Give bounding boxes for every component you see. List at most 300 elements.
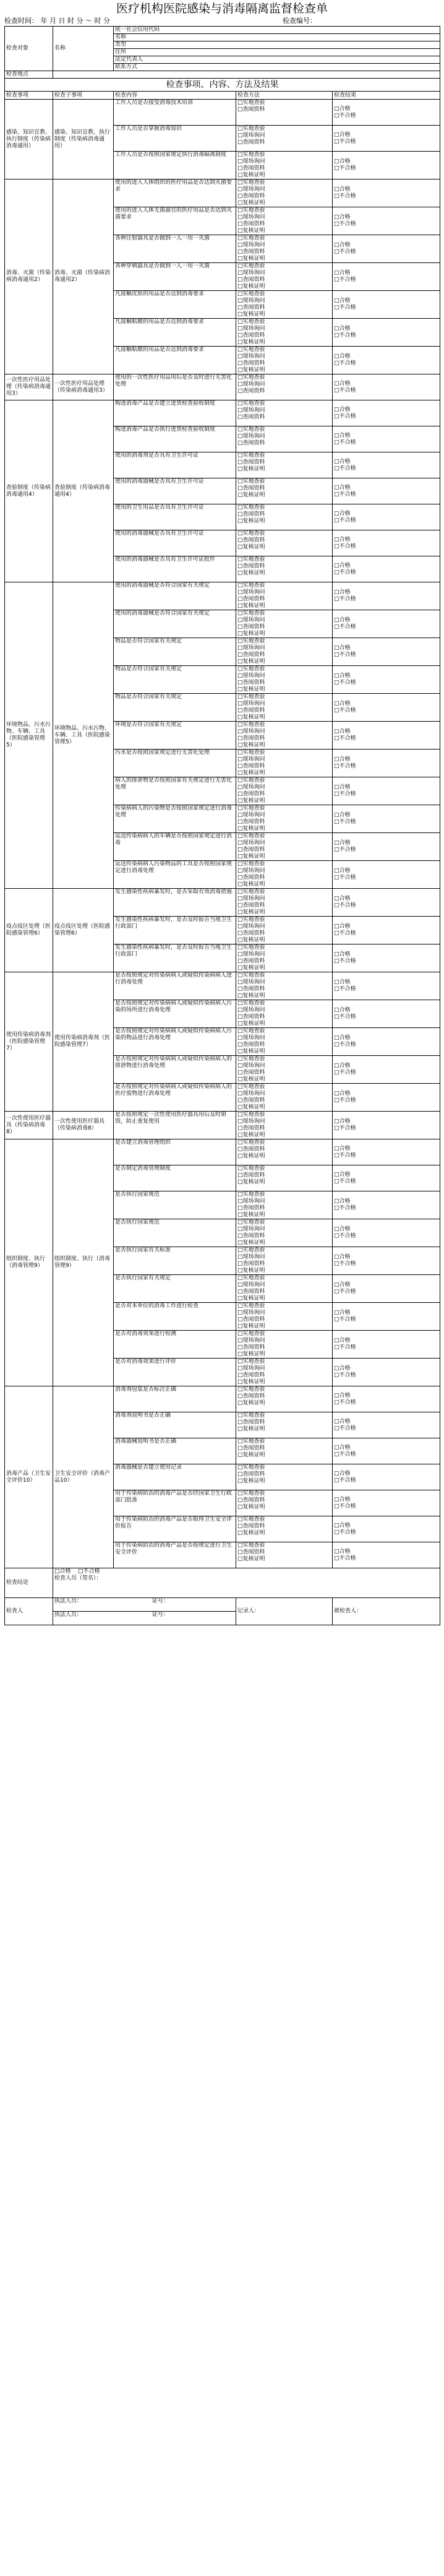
result-pass-checkbox[interactable]: □合格 — [334, 1198, 351, 1204]
result-fail-checkbox[interactable]: □不合格 — [334, 1529, 356, 1536]
result-pass-checkbox[interactable]: □合格 — [334, 840, 351, 846]
method-option[interactable]: □实地查验 — [237, 400, 265, 407]
method-option[interactable]: □实地查验 — [237, 1490, 265, 1497]
method-option[interactable]: □复核证明 — [237, 1179, 265, 1185]
method-option[interactable]: □查阅资料 — [237, 791, 265, 797]
result-fail-checkbox[interactable]: □不合格 — [334, 1316, 356, 1323]
result-fail-checkbox[interactable]: □不合格 — [334, 138, 356, 145]
method-option[interactable]: □实地查验 — [237, 972, 265, 979]
method-option[interactable]: □实地查验 — [237, 1139, 265, 1146]
method-option[interactable]: □现场询问 — [237, 298, 265, 304]
method-option[interactable]: □复核证明 — [237, 603, 265, 609]
method-option[interactable]: □复核证明 — [237, 570, 265, 576]
method-option[interactable]: □现场询问 — [237, 951, 265, 957]
result-pass-checkbox[interactable]: □合格 — [334, 432, 351, 439]
method-option[interactable]: □实地查验 — [237, 478, 265, 485]
method-option[interactable]: □实地查验 — [237, 1412, 265, 1419]
method-option[interactable]: □查阅资料 — [237, 1014, 265, 1020]
result-pass-checkbox[interactable]: □合格 — [334, 131, 351, 138]
result-pass-checkbox[interactable]: □合格 — [334, 562, 351, 569]
method-option[interactable]: □复核证明 — [237, 466, 265, 472]
method-option[interactable]: □查阅资料 — [237, 193, 265, 199]
result-pass-checkbox[interactable]: □合格 — [334, 673, 351, 679]
method-option[interactable]: □现场询问 — [237, 840, 265, 846]
method-option[interactable]: □实地查验 — [237, 1275, 265, 1281]
result-fail-checkbox[interactable]: □不合格 — [334, 1014, 356, 1020]
method-option[interactable]: □复核证明 — [237, 659, 265, 665]
result-pass-checkbox[interactable]: □合格 — [334, 105, 351, 112]
method-option[interactable]: □查阅资料 — [237, 1445, 265, 1451]
result-fail-checkbox[interactable]: □不合格 — [334, 1070, 356, 1076]
method-option[interactable]: □现场询问 — [237, 1365, 265, 1372]
result-fail-checkbox[interactable]: □不合格 — [334, 902, 356, 909]
method-option[interactable]: □复核证明 — [237, 1400, 265, 1406]
result-fail-checkbox[interactable]: □不合格 — [334, 221, 356, 227]
method-option[interactable]: □查阅资料 — [237, 1205, 265, 1211]
method-option[interactable]: □复核证明 — [237, 172, 265, 178]
result-pass-checkbox[interactable]: □合格 — [334, 380, 351, 387]
method-option[interactable]: □现场询问 — [237, 132, 265, 139]
method-option[interactable]: □实地查验 — [237, 582, 265, 589]
method-option[interactable]: □实地查验 — [237, 291, 265, 297]
method-option[interactable]: □实地查验 — [237, 374, 265, 381]
method-option[interactable]: □实地查验 — [237, 100, 265, 106]
result-pass-checkbox[interactable]: □合格 — [334, 458, 351, 465]
method-option[interactable]: □查阅资料 — [237, 1523, 265, 1529]
method-option[interactable]: □查阅资料 — [237, 902, 265, 909]
method-option[interactable]: □查阅资料 — [237, 680, 265, 686]
method-option[interactable]: □实地查验 — [237, 861, 265, 867]
method-option[interactable]: □复核证明 — [237, 1268, 265, 1274]
method-option[interactable]: □查阅资料 — [237, 1393, 265, 1399]
result-fail-checkbox[interactable]: □不合格 — [334, 1233, 356, 1239]
method-option[interactable]: □现场询问 — [237, 1118, 265, 1125]
method-option[interactable]: □现场询问 — [237, 617, 265, 623]
method-option[interactable]: □现场询问 — [237, 645, 265, 651]
method-option[interactable]: □查阅资料 — [237, 847, 265, 853]
result-fail-checkbox[interactable]: □不合格 — [334, 413, 356, 420]
method-option[interactable]: □查阅资料 — [237, 1233, 265, 1239]
method-option[interactable]: □实地查验 — [237, 1542, 265, 1549]
result-fail-checkbox[interactable]: □不合格 — [334, 1372, 356, 1378]
method-option[interactable]: □查阅资料 — [237, 1497, 265, 1503]
result-pass-checkbox[interactable]: □合格 — [334, 1035, 351, 1041]
method-option[interactable]: □查阅资料 — [237, 537, 265, 543]
result-pass-checkbox[interactable]: □合格 — [334, 353, 351, 360]
result-fail-checkbox[interactable]: □不合格 — [334, 847, 356, 853]
result-fail-checkbox[interactable]: □不合格 — [334, 112, 356, 119]
result-fail-checkbox[interactable]: □不合格 — [334, 1503, 356, 1510]
result-fail-checkbox[interactable]: □不合格 — [334, 791, 356, 797]
method-option[interactable]: □查阅资料 — [237, 819, 265, 825]
method-option[interactable]: □实地查验 — [237, 347, 265, 353]
method-option[interactable]: □实地查验 — [237, 944, 265, 951]
result-fail-checkbox[interactable]: □不合格 — [334, 569, 356, 576]
result-pass-checkbox[interactable]: □合格 — [334, 645, 351, 651]
method-option[interactable]: □现场询问 — [237, 784, 265, 790]
result-fail-checkbox[interactable]: □不合格 — [334, 439, 356, 446]
method-option[interactable]: □查阅资料 — [237, 1316, 265, 1323]
result-pass-checkbox[interactable]: □合格 — [334, 1365, 351, 1372]
method-option[interactable]: □实地查验 — [237, 1464, 265, 1471]
result-pass-checkbox[interactable]: □合格 — [334, 1091, 351, 1097]
method-option[interactable]: □实地查验 — [237, 452, 265, 459]
method-option[interactable]: □实地查验 — [237, 1516, 265, 1523]
method-option[interactable]: □现场询问 — [237, 353, 265, 360]
method-option[interactable]: □查阅资料 — [237, 165, 265, 171]
method-option[interactable]: □实地查验 — [237, 556, 265, 563]
method-option[interactable]: □实地查验 — [237, 152, 265, 158]
method-option[interactable]: □现场询问 — [237, 979, 265, 985]
result-pass-checkbox[interactable]: □合格 — [334, 484, 351, 491]
result-fail-checkbox[interactable]: □不合格 — [334, 652, 356, 658]
result-pass-checkbox[interactable]: □合格 — [334, 1007, 351, 1013]
method-option[interactable]: □复核证明 — [237, 1295, 265, 1302]
result-pass-checkbox[interactable]: □合格 — [334, 1548, 351, 1555]
method-option[interactable]: □实地查验 — [237, 889, 265, 895]
method-option[interactable]: □实地查验 — [237, 126, 265, 132]
result-fail-checkbox[interactable]: □不合格 — [334, 1451, 356, 1458]
result-pass-checkbox[interactable]: □合格 — [334, 1418, 351, 1425]
result-fail-checkbox[interactable]: □不合格 — [334, 1097, 356, 1104]
method-option[interactable]: □复核证明 — [237, 1104, 265, 1110]
result-fail-checkbox[interactable]: □不合格 — [334, 680, 356, 686]
method-option[interactable]: □查阅资料 — [237, 1070, 265, 1076]
method-option[interactable]: □复核证明 — [237, 1021, 265, 1027]
result-fail-checkbox[interactable]: □不合格 — [334, 332, 356, 339]
method-option[interactable]: □查阅资料 — [237, 388, 265, 394]
result-pass-checkbox[interactable]: □合格 — [334, 1392, 351, 1399]
method-option[interactable]: □查阅资料 — [237, 221, 265, 227]
result-pass-checkbox[interactable]: □合格 — [334, 1496, 351, 1503]
method-option[interactable]: □复核证明 — [237, 1426, 265, 1432]
method-option[interactable]: □现场询问 — [237, 214, 265, 220]
method-option[interactable]: □实地查验 — [237, 1359, 265, 1365]
method-option[interactable]: □复核证明 — [237, 1556, 265, 1562]
result-pass-checkbox[interactable]: □合格 — [334, 617, 351, 623]
result-pass-checkbox[interactable]: □合格 — [334, 242, 351, 248]
method-option[interactable]: □查阅资料 — [237, 986, 265, 992]
result-fail-checkbox[interactable]: □不合格 — [334, 763, 356, 769]
result-pass-checkbox[interactable]: □合格 — [334, 1145, 351, 1152]
conclusion-fail-checkbox[interactable]: □不合格 — [77, 1568, 100, 1575]
method-option[interactable]: □查阅资料 — [237, 485, 265, 491]
method-option[interactable]: □现场询问 — [237, 728, 265, 735]
method-option[interactable]: □实地查验 — [237, 610, 265, 616]
method-option[interactable]: □查阅资料 — [237, 277, 265, 283]
result-fail-checkbox[interactable]: □不合格 — [334, 465, 356, 472]
method-option[interactable]: □复核证明 — [237, 1132, 265, 1138]
method-option[interactable]: □实地查验 — [237, 530, 265, 537]
method-option[interactable]: □复核证明 — [237, 256, 265, 262]
method-option[interactable]: □复核证明 — [237, 1153, 265, 1159]
method-option[interactable]: □查阅资料 — [237, 1125, 265, 1131]
result-fail-checkbox[interactable]: □不合格 — [334, 624, 356, 630]
result-pass-checkbox[interactable]: □合格 — [334, 186, 351, 192]
result-fail-checkbox[interactable]: □不合格 — [334, 1555, 356, 1562]
method-option[interactable]: □现场询问 — [237, 868, 265, 874]
method-option[interactable]: □复核证明 — [237, 1240, 265, 1246]
method-option[interactable]: □实地查验 — [237, 319, 265, 325]
method-option[interactable]: □实地查验 — [237, 1028, 265, 1034]
method-option[interactable]: □复核证明 — [237, 714, 265, 720]
method-option[interactable]: □复核证明 — [237, 200, 265, 206]
method-option[interactable]: □复核证明 — [237, 492, 265, 498]
method-option[interactable]: □查阅资料 — [237, 414, 265, 420]
method-option[interactable]: □查阅资料 — [237, 563, 265, 569]
method-option[interactable]: □查阅资料 — [237, 624, 265, 630]
result-pass-checkbox[interactable]: □合格 — [334, 406, 351, 413]
method-option[interactable]: □查阅资料 — [237, 596, 265, 602]
method-option[interactable]: □查阅资料 — [237, 1042, 265, 1048]
method-option[interactable]: □复核证明 — [237, 311, 265, 318]
method-option[interactable]: □复核证明 — [237, 881, 265, 888]
method-option[interactable]: □复核证明 — [237, 283, 265, 290]
method-option[interactable]: □查阅资料 — [237, 1344, 265, 1351]
method-option[interactable]: □复核证明 — [237, 909, 265, 915]
conclusion-pass-checkbox[interactable]: □合格 — [54, 1568, 71, 1575]
result-pass-checkbox[interactable]: □合格 — [334, 1282, 351, 1288]
result-fail-checkbox[interactable]: □不合格 — [334, 819, 356, 825]
method-option[interactable]: □实地查验 — [237, 1191, 265, 1198]
result-pass-checkbox[interactable]: □合格 — [334, 896, 351, 902]
method-option[interactable]: □实地查验 — [237, 179, 265, 186]
method-option[interactable]: □复核证明 — [237, 544, 265, 550]
method-option[interactable]: □实地查验 — [237, 1438, 265, 1445]
method-option[interactable]: □查阅资料 — [237, 511, 265, 517]
method-option[interactable]: □复核证明 — [237, 826, 265, 832]
method-option[interactable]: □查阅资料 — [237, 1097, 265, 1104]
result-fail-checkbox[interactable]: □不合格 — [334, 930, 356, 936]
method-option[interactable]: □现场询问 — [237, 673, 265, 679]
method-option[interactable]: □现场询问 — [237, 1254, 265, 1260]
method-option[interactable]: □现场询问 — [237, 1035, 265, 1041]
result-pass-checkbox[interactable]: □合格 — [334, 979, 351, 985]
method-option[interactable]: □查阅资料 — [237, 707, 265, 714]
result-pass-checkbox[interactable]: □合格 — [334, 868, 351, 874]
method-option[interactable]: □实地查验 — [237, 1084, 265, 1090]
method-option[interactable]: □现场询问 — [237, 242, 265, 248]
method-option[interactable]: □复核证明 — [237, 742, 265, 748]
method-option[interactable]: □复核证明 — [237, 965, 265, 971]
method-option[interactable]: □实地查验 — [237, 833, 265, 839]
result-fail-checkbox[interactable]: □不合格 — [334, 491, 356, 498]
method-option[interactable]: □查阅资料 — [237, 360, 265, 366]
method-option[interactable]: □查阅资料 — [237, 1261, 265, 1267]
result-fail-checkbox[interactable]: □不合格 — [334, 1399, 356, 1406]
method-option[interactable]: □复核证明 — [237, 631, 265, 637]
result-pass-checkbox[interactable]: □合格 — [334, 701, 351, 707]
method-option[interactable]: □实地查验 — [237, 917, 265, 923]
method-option[interactable]: □实地查验 — [237, 1165, 265, 1172]
result-fail-checkbox[interactable]: □不合格 — [334, 1477, 356, 1484]
method-option[interactable]: □现场询问 — [237, 896, 265, 902]
method-option[interactable]: □实地查验 — [237, 1112, 265, 1118]
method-option[interactable]: □实地查验 — [237, 666, 265, 672]
method-option[interactable]: □复核证明 — [237, 228, 265, 234]
result-fail-checkbox[interactable]: □不合格 — [334, 1425, 356, 1432]
method-option[interactable]: □查阅资料 — [237, 652, 265, 658]
method-option[interactable]: □实地查验 — [237, 722, 265, 728]
method-option[interactable]: □复核证明 — [237, 937, 265, 943]
result-pass-checkbox[interactable]: □合格 — [334, 1470, 351, 1477]
method-option[interactable]: □查阅资料 — [237, 875, 265, 881]
method-option[interactable]: □现场询问 — [237, 756, 265, 763]
result-fail-checkbox[interactable]: □不合格 — [334, 1205, 356, 1211]
method-option[interactable]: □查阅资料 — [237, 1372, 265, 1378]
method-option[interactable]: □复核证明 — [237, 1504, 265, 1510]
method-option[interactable]: □实地查验 — [237, 504, 265, 511]
result-fail-checkbox[interactable]: □不合格 — [334, 165, 356, 171]
method-option[interactable]: □复核证明 — [237, 1048, 265, 1055]
result-fail-checkbox[interactable]: □不合格 — [334, 1178, 356, 1185]
method-option[interactable]: □实地查验 — [237, 1386, 265, 1393]
result-fail-checkbox[interactable]: □不合格 — [334, 875, 356, 881]
result-fail-checkbox[interactable]: □不合格 — [334, 735, 356, 741]
method-option[interactable]: □现场询问 — [237, 1226, 265, 1232]
method-option[interactable]: □现场询问 — [237, 1007, 265, 1013]
method-option[interactable]: □实地查验 — [237, 1303, 265, 1309]
method-option[interactable]: □查阅资料 — [237, 459, 265, 465]
result-fail-checkbox[interactable]: □不合格 — [334, 249, 356, 255]
result-fail-checkbox[interactable]: □不合格 — [334, 596, 356, 602]
method-option[interactable]: □实地查验 — [237, 1000, 265, 1006]
method-option[interactable]: □实地查验 — [237, 750, 265, 756]
result-pass-checkbox[interactable]: □合格 — [334, 756, 351, 763]
method-option[interactable]: □复核证明 — [237, 1076, 265, 1083]
method-option[interactable]: □查阅资料 — [237, 958, 265, 964]
method-option[interactable]: □复核证明 — [237, 367, 265, 373]
method-option[interactable]: □复核证明 — [237, 854, 265, 860]
method-option[interactable]: □复核证明 — [237, 1379, 265, 1385]
method-option[interactable]: □实地查验 — [237, 1247, 265, 1253]
result-pass-checkbox[interactable]: □合格 — [334, 326, 351, 332]
result-fail-checkbox[interactable]: □不合格 — [334, 1261, 356, 1267]
result-pass-checkbox[interactable]: □合格 — [334, 214, 351, 220]
method-option[interactable]: □现场询问 — [237, 407, 265, 413]
method-option[interactable]: □复核证明 — [237, 339, 265, 345]
result-pass-checkbox[interactable]: □合格 — [334, 1118, 351, 1125]
result-fail-checkbox[interactable]: □不合格 — [334, 986, 356, 992]
method-option[interactable]: □查阅资料 — [237, 305, 265, 311]
method-option[interactable]: □复核证明 — [237, 993, 265, 999]
result-pass-checkbox[interactable]: □合格 — [334, 298, 351, 304]
method-option[interactable]: □查阅资料 — [237, 930, 265, 936]
result-pass-checkbox[interactable]: □合格 — [334, 1226, 351, 1232]
result-pass-checkbox[interactable]: □合格 — [334, 923, 351, 930]
method-option[interactable]: □复核证明 — [237, 1452, 265, 1458]
method-option[interactable]: □实地查验 — [237, 1219, 265, 1225]
method-option[interactable]: □复核证明 — [237, 1212, 265, 1218]
method-option[interactable]: □查阅资料 — [237, 139, 265, 145]
result-pass-checkbox[interactable]: □合格 — [334, 1310, 351, 1316]
result-pass-checkbox[interactable]: □合格 — [334, 270, 351, 276]
method-option[interactable]: □现场询问 — [237, 1282, 265, 1288]
result-fail-checkbox[interactable]: □不合格 — [334, 193, 356, 199]
method-option[interactable]: □复核证明 — [237, 1478, 265, 1484]
method-option[interactable]: □查阅资料 — [237, 735, 265, 741]
result-pass-checkbox[interactable]: □合格 — [334, 951, 351, 957]
result-fail-checkbox[interactable]: □不合格 — [334, 958, 356, 964]
method-option[interactable]: □实地查验 — [237, 207, 265, 214]
result-pass-checkbox[interactable]: □合格 — [334, 1338, 351, 1344]
method-option[interactable]: □复核证明 — [237, 1351, 265, 1357]
method-option[interactable]: □查阅资料 — [237, 763, 265, 769]
result-fail-checkbox[interactable]: □不合格 — [334, 1152, 356, 1159]
result-pass-checkbox[interactable]: □合格 — [334, 536, 351, 543]
method-option[interactable]: □查阅资料 — [237, 440, 265, 446]
method-option[interactable]: □查阅资料 — [237, 332, 265, 339]
result-pass-checkbox[interactable]: □合格 — [334, 1171, 351, 1178]
method-option[interactable]: □现场询问 — [237, 701, 265, 707]
method-option[interactable]: □复核证明 — [237, 770, 265, 776]
result-fail-checkbox[interactable]: □不合格 — [334, 277, 356, 283]
method-option[interactable]: □实地查验 — [237, 777, 265, 784]
result-fail-checkbox[interactable]: □不合格 — [334, 360, 356, 366]
method-option[interactable]: □实地查验 — [237, 1056, 265, 1062]
method-option[interactable]: □实地查验 — [237, 638, 265, 644]
method-option[interactable]: □现场询问 — [237, 923, 265, 930]
method-option[interactable]: □实地查验 — [237, 805, 265, 811]
method-option[interactable]: □实地查验 — [237, 235, 265, 241]
method-option[interactable]: □现场询问 — [237, 433, 265, 439]
result-pass-checkbox[interactable]: □合格 — [334, 1444, 351, 1451]
method-option[interactable]: □现场询问 — [237, 1198, 265, 1204]
result-pass-checkbox[interactable]: □合格 — [334, 158, 351, 165]
method-option[interactable]: □复核证明 — [237, 686, 265, 693]
method-option[interactable]: □查阅资料 — [237, 1419, 265, 1425]
result-pass-checkbox[interactable]: □合格 — [334, 1254, 351, 1260]
method-option[interactable]: □现场询问 — [237, 326, 265, 332]
method-option[interactable]: □现场询问 — [237, 381, 265, 387]
result-pass-checkbox[interactable]: □合格 — [334, 728, 351, 735]
method-option[interactable]: □查阅资料 — [237, 106, 265, 113]
result-pass-checkbox[interactable]: □合格 — [334, 812, 351, 818]
method-option[interactable]: □查阅资料 — [237, 1172, 265, 1178]
method-option[interactable]: □现场询问 — [237, 812, 265, 818]
method-option[interactable]: □现场询问 — [237, 1310, 265, 1316]
result-pass-checkbox[interactable]: □合格 — [334, 510, 351, 517]
method-option[interactable]: □现场询问 — [237, 270, 265, 276]
method-option[interactable]: □实地查验 — [237, 426, 265, 433]
result-pass-checkbox[interactable]: □合格 — [334, 1063, 351, 1069]
method-option[interactable]: □实地查验 — [237, 1331, 265, 1337]
method-option[interactable]: □查阅资料 — [237, 1289, 265, 1295]
method-option[interactable]: □现场询问 — [237, 186, 265, 192]
result-fail-checkbox[interactable]: □不合格 — [334, 387, 356, 394]
method-option[interactable]: □复核证明 — [237, 1323, 265, 1329]
result-fail-checkbox[interactable]: □不合格 — [334, 1125, 356, 1131]
method-option[interactable]: □复核证明 — [237, 518, 265, 524]
result-pass-checkbox[interactable]: □合格 — [334, 1522, 351, 1529]
method-option[interactable]: □现场询问 — [237, 1063, 265, 1069]
method-option[interactable]: □查阅资料 — [237, 1146, 265, 1152]
method-option[interactable]: □查阅资料 — [237, 1471, 265, 1477]
method-option[interactable]: □查阅资料 — [237, 1549, 265, 1555]
result-fail-checkbox[interactable]: □不合格 — [334, 1344, 356, 1351]
method-option[interactable]: □复核证明 — [237, 1530, 265, 1536]
result-fail-checkbox[interactable]: □不合格 — [334, 1042, 356, 1048]
result-fail-checkbox[interactable]: □不合格 — [334, 543, 356, 550]
method-option[interactable]: □实地查验 — [237, 694, 265, 700]
method-option[interactable]: □复核证明 — [237, 798, 265, 804]
method-option[interactable]: □现场询问 — [237, 158, 265, 165]
method-option[interactable]: □现场询问 — [237, 589, 265, 595]
result-fail-checkbox[interactable]: □不合格 — [334, 305, 356, 311]
result-fail-checkbox[interactable]: □不合格 — [334, 1289, 356, 1295]
result-fail-checkbox[interactable]: □不合格 — [334, 707, 356, 714]
method-option[interactable]: □查阅资料 — [237, 249, 265, 255]
